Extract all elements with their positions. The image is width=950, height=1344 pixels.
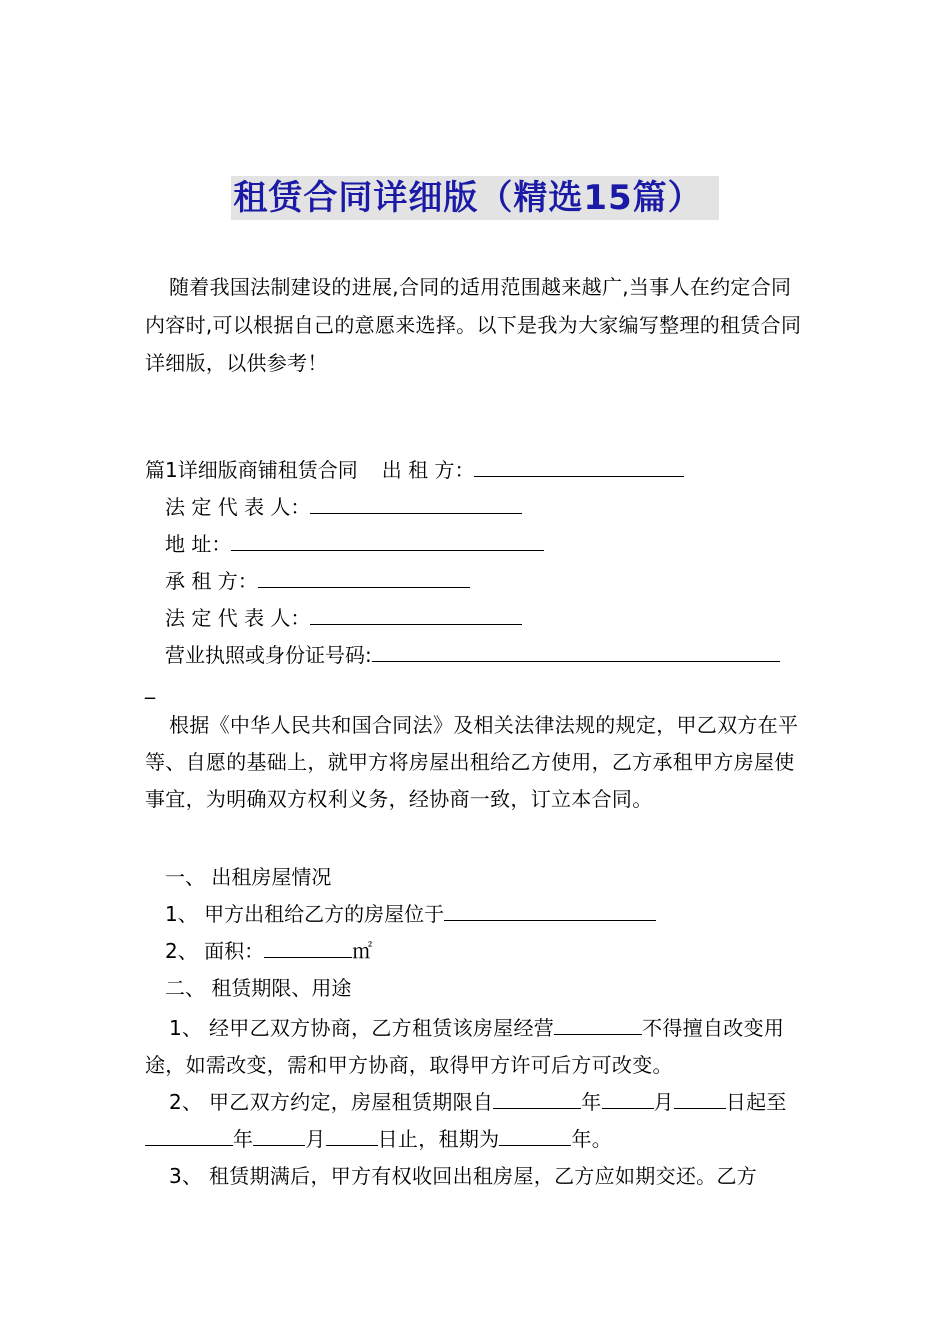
lessee-label: 承 租 方： [165, 569, 258, 593]
address-label: 地 址： [165, 532, 232, 556]
legal-rep-line-1 [165, 492, 522, 522]
s2-item1-a: 1、 经甲乙双方协商，乙方租赁该房屋经营 [169, 1016, 555, 1040]
license-tail-line [145, 672, 155, 702]
lessee-line [165, 566, 470, 596]
end-year-label: 年 [233, 1127, 254, 1151]
s2-item1-b: 不得擅自改变 [642, 1016, 764, 1040]
lessee-blank [258, 567, 470, 588]
section-2-heading: 二、 租赁期限、用途 [165, 976, 352, 1000]
legal-rep-line-2 [165, 603, 522, 633]
section-1-item-2 [165, 936, 372, 966]
section-header: 篇1详细版商铺租赁合同 [145, 458, 358, 482]
location-blank [444, 900, 656, 921]
section-2-item-3: 3、 租赁期满后，甲方有权收回出租房屋，乙方应如期交还。乙方 [169, 1164, 758, 1188]
title-container [0, 176, 950, 220]
start-day-blank [674, 1088, 726, 1109]
section-1-item-1 [165, 899, 656, 929]
section-header-line [145, 455, 684, 485]
end-month-label: 月 [305, 1127, 326, 1151]
section-2-item-2 [145, 1084, 810, 1158]
s2-item1-c: 用途，如需改变，需和甲方协商，取得甲方许可后方可改变。 [145, 1016, 785, 1077]
license-blank [372, 641, 780, 662]
section-2-item-1 [145, 1010, 810, 1084]
preamble-paragraph: 根据《中华人民共和国合同法》及相关法律法规的规定，甲乙双方在平等、自愿的基础上，就甲方将房屋出租给乙方使用，乙方承租甲方房屋使事宜，为明确双方权利义务，经协商一致，订立本合同。 [145, 713, 799, 811]
end-day-blank [326, 1125, 378, 1146]
start-month-blank [602, 1088, 654, 1109]
term-end-label: 年。 [571, 1127, 613, 1151]
license-label: 营业执照或身份证号码: [165, 643, 372, 667]
legal-rep-blank-2 [310, 604, 522, 625]
legal-rep-label-2: 法 定 代 表 人： [165, 606, 311, 630]
address-blank [231, 530, 544, 551]
lessor-label: 出 租 方： [381, 458, 475, 482]
legal-rep-blank-1 [310, 493, 522, 514]
start-year-label: 年 [581, 1090, 602, 1114]
section-1-heading: 一、 出租房屋情况 [165, 865, 332, 889]
license-tail: _ [145, 675, 155, 699]
address-line [165, 529, 544, 559]
end-month-blank [253, 1125, 305, 1146]
s1-item2-text: 2、 面积： [165, 939, 265, 963]
license-line [165, 640, 780, 670]
lessor-blank [474, 456, 684, 477]
area-blank [264, 937, 352, 958]
term-blank [499, 1125, 571, 1146]
start-month-label: 月 [653, 1090, 674, 1114]
end-year-blank [145, 1125, 233, 1146]
start-day-label: 日起 [725, 1090, 767, 1114]
s1-item1-text: 1、 甲方出租给乙方的房屋位于 [165, 902, 445, 926]
to-label: 至 [766, 1090, 787, 1114]
s2-item2-a: 2、 甲乙双方约定，房屋租赁期限自 [169, 1090, 494, 1114]
legal-rep-label-1: 法 定 代 表 人： [165, 495, 311, 519]
area-unit: ㎡ [352, 939, 373, 963]
business-blank [554, 1014, 642, 1035]
intro-paragraph: 随着我国法制建设的进展,合同的适用范围越来越广,当事人在约定合同内容时,可以根据自己的意愿来选择。以下是我为大家编写整理的租赁合同详细版，以供参考！ [145, 275, 802, 375]
end-day-label: 日止，租期为 [377, 1127, 500, 1151]
start-year-blank [493, 1088, 581, 1109]
document-title: 租赁合同详细版（精选15篇） [231, 176, 718, 220]
